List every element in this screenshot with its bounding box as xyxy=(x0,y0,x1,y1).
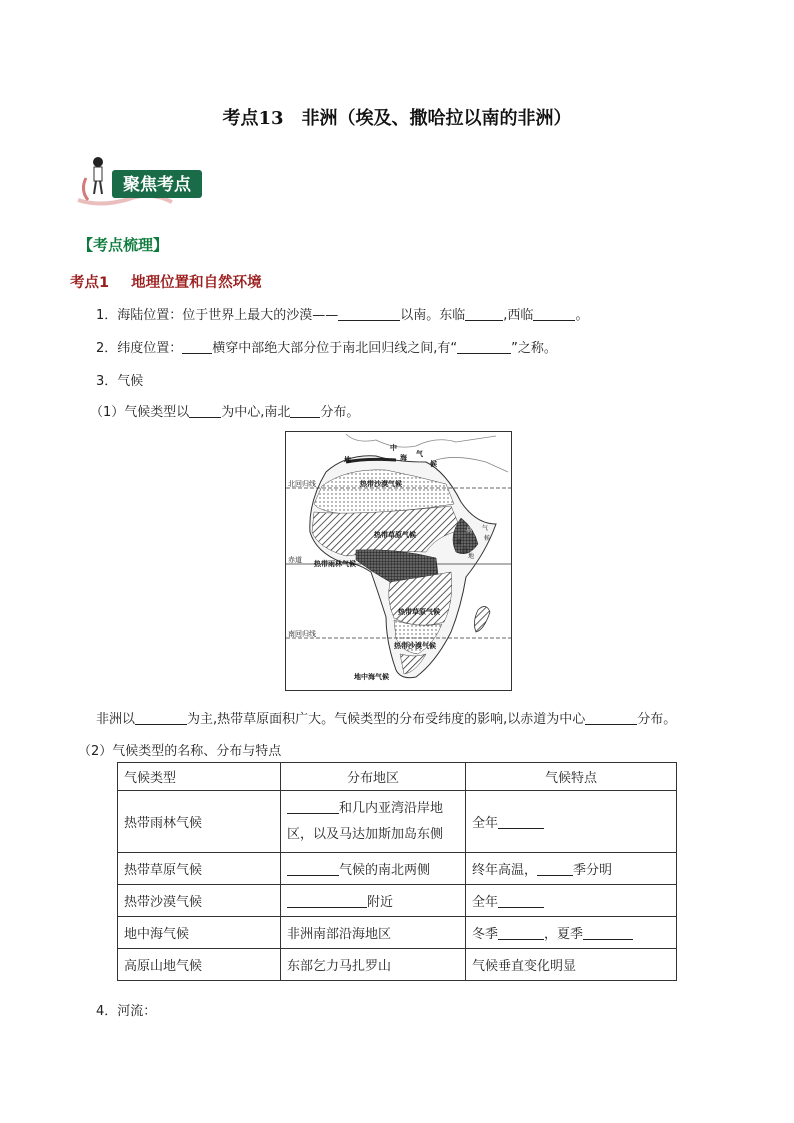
table-row xyxy=(118,917,677,949)
label-savanna-north: 热带草原气候 xyxy=(374,531,416,539)
svg-text:气: 气 xyxy=(482,525,489,532)
madagascar xyxy=(474,606,490,632)
page-title: 考点13 非洲（埃及、撒哈拉以南的非洲） xyxy=(222,108,572,129)
question-3: 3．气候 xyxy=(96,374,144,389)
cell-climate-type: 热带雨林气候 xyxy=(118,791,281,853)
question-3-2: （2）气候类型的名称、分布与特点 xyxy=(78,744,282,759)
cell-feature: 全年 xyxy=(466,885,677,917)
label-savanna-south: 热带草原气候 xyxy=(398,608,440,616)
focus-banner xyxy=(72,150,204,210)
cell-feature: 终年高温， 季分明 xyxy=(466,853,677,885)
cell-climate-type: 高原山地气候 xyxy=(118,949,281,981)
answer-blank[interactable] xyxy=(465,307,503,321)
africa-climate-map xyxy=(285,431,512,691)
answer-blank[interactable] xyxy=(498,815,544,829)
answer-blank[interactable] xyxy=(533,307,575,321)
topic-number: 考点1 xyxy=(70,275,110,291)
label-desert-south: 热带沙漠气候 xyxy=(394,642,436,650)
answer-blank[interactable] xyxy=(498,894,544,908)
cell-area: 东部乞力马扎罗山 xyxy=(281,949,466,981)
table-row xyxy=(118,885,677,917)
banner-label: 聚焦考点 xyxy=(123,175,191,195)
table-header: 气候特点 xyxy=(466,763,677,791)
cell-climate-type: 热带沙漠气候 xyxy=(118,885,281,917)
answer-blank[interactable] xyxy=(290,404,320,418)
cell-feature: 全年 xyxy=(466,791,677,853)
svg-text:地: 地 xyxy=(344,456,351,464)
label-north-tropic: 北回归线 xyxy=(288,480,316,488)
cell-area: 和几内亚湾沿岸地 区，以及马达加斯加岛东侧 xyxy=(281,791,466,853)
cell-feature: 冬季 ，夏季 xyxy=(466,917,677,949)
table-row xyxy=(118,853,677,885)
answer-blank[interactable] xyxy=(287,862,339,876)
climate-table xyxy=(117,762,677,981)
svg-text:山: 山 xyxy=(462,547,469,554)
answer-blank[interactable] xyxy=(498,926,544,940)
question-4: 4．河流： xyxy=(96,1004,157,1019)
svg-text:海: 海 xyxy=(400,454,407,462)
table-header-row xyxy=(118,763,677,791)
label-south-tropic: 南回归线 xyxy=(288,630,316,638)
topic-subheading xyxy=(70,271,262,292)
topic-title: 地理位置和自然环境 xyxy=(131,275,262,291)
svg-text:气: 气 xyxy=(416,450,423,458)
cell-area: 气候的南北两侧 xyxy=(281,853,466,885)
answer-blank[interactable] xyxy=(457,340,511,354)
svg-text:高: 高 xyxy=(466,527,473,534)
question-3-summary: 非洲以 为主,热带草原面积广大。气候类型的分布受纬度的影响,以赤道为中心 分布。 xyxy=(96,712,677,727)
student-head-icon xyxy=(93,157,103,167)
label-equator: 赤道 xyxy=(288,556,302,564)
answer-blank[interactable] xyxy=(585,711,637,725)
question-3-1: （1）气候类型以 为中心,南北 分布。 xyxy=(90,405,360,420)
answer-blank[interactable] xyxy=(135,711,187,725)
label-desert-north: 热带沙漠气候 xyxy=(360,480,402,488)
answer-blank[interactable] xyxy=(287,800,339,814)
svg-text:候: 候 xyxy=(430,460,437,468)
cell-climate-type: 热带草原气候 xyxy=(118,853,281,885)
cell-area: 非洲南部沿海地区 xyxy=(281,917,466,949)
table-header: 气候类型 xyxy=(118,763,281,791)
label-mediterranean-south: 地中海气候 xyxy=(354,673,389,681)
svg-text:原: 原 xyxy=(456,539,463,546)
table-row xyxy=(118,949,677,981)
table-header: 分布地区 xyxy=(281,763,466,791)
cell-climate-type: 地中海气候 xyxy=(118,917,281,949)
answer-blank[interactable] xyxy=(338,307,400,321)
svg-text:地: 地 xyxy=(468,553,475,560)
cell-area: 附近 xyxy=(281,885,466,917)
answer-blank[interactable] xyxy=(537,862,573,876)
answer-blank[interactable] xyxy=(583,926,633,940)
svg-text:候: 候 xyxy=(484,535,491,542)
answer-blank[interactable] xyxy=(182,340,212,354)
cell-feature: 气候垂直变化明显 xyxy=(466,949,677,981)
question-2: 2．纬度位置： 横穿中部绝大部分位于南北回归线之间,有“ ”之称。 xyxy=(96,341,557,356)
label-rainforest: 热带雨林气候 xyxy=(314,560,356,568)
section-heading: 【考点梳理】 xyxy=(78,236,169,254)
svg-text:中: 中 xyxy=(390,444,397,452)
question-1: 1．海陆位置：位于世界上最大的沙漠—— 以南。东临 ,西临 。 xyxy=(96,308,589,323)
answer-blank[interactable] xyxy=(287,894,367,908)
answer-blank[interactable] xyxy=(189,404,221,418)
table-row xyxy=(118,791,677,853)
